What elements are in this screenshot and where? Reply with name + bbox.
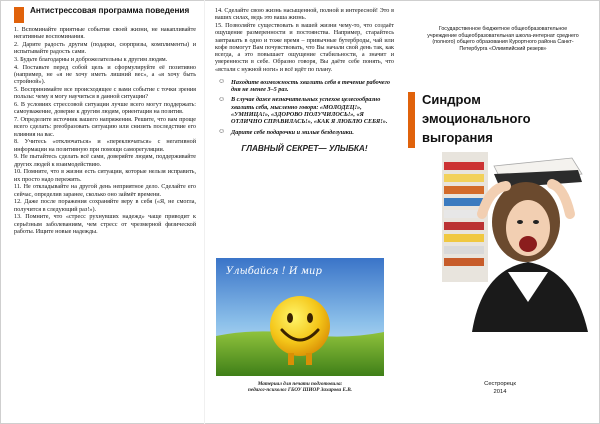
list-item: 6. В условиях стрессовой ситуации лучше всего могут поддержать: самоуважение, доверие к другим людям, ориентация на позитив. — [14, 102, 196, 116]
school-line: Государственное бюджетное общеобразовательное — [438, 26, 568, 32]
list-item: 12. Даже после поражения сохраняйте веру в себя («Я, не смогла, получится в следующий раз!»). — [14, 199, 196, 213]
bullet-text: В случае даже незначительных успехов целесообразно хвалить себя, мысленно говоря: «МОЛОДЕЦ!», «УМНИЦА!», «ЗДОРОВО ПОЛУЧИЛОСЬ!», «Я ОТЛИЧНО СПРАВИЛАСЬ!», «КАК Я ЛЮБЛЮ СЕБЯ!». — [231, 96, 388, 126]
list-item: 3. Будьте благодарны и доброжелательны к другим людям. — [14, 57, 168, 63]
list-item: 4. Поставьте перед собой цель и сформулируйте её позитивно (например, не «я не хочу иметь лишний вес», а «я хочу быть стройной»). — [14, 64, 196, 86]
prepared-by-line2: педагог-психолог ГБОУ ШИОР Захарова Е.В. — [248, 387, 352, 394]
list-item: 13. Помните, что «стресс рухнувших надежд» чаще приводит к серьёзным заболеваниям, чем стресс от чрезмерной физической работы. Ищите новые надежды. — [14, 214, 196, 235]
year: 2014 — [493, 388, 507, 395]
title-line: Синдром — [422, 92, 481, 107]
place-and-year — [400, 381, 600, 396]
bullet-text: Находите возможность хвалить себя в течение рабочего дня не менее 3–5 раз. — [231, 78, 390, 94]
school-line: учреждение общеобразовательная школа-интернат среднего — [427, 32, 579, 39]
smiley-bullet-icon: ☺ — [218, 94, 226, 103]
title-line: эмоционального — [422, 111, 531, 126]
bullet-item — [215, 96, 394, 125]
panel-program — [0, 0, 204, 424]
accent-bar — [408, 92, 415, 148]
list-item: 5. Воспринимайте все происходящее с вами событие с точки зрения пользы: чему я могу научиться в данной ситуации? — [14, 87, 196, 101]
list-item: 7. Определите источник вашего напряжения. Решите, что вам проще всего сделать: preобразовать ситуацию или снизить последствие его влияния на вас. — [14, 117, 196, 138]
list-item: 15. Позволяйте существовать в вашей жизни чему-то, что создаёт ощущение размеренности и постоянства. Например, старайтесь завтракать в одно и тоже время – привычные бутерброды, чай или кофе помогут Вам почувствовать, что Вы начали свой день так, как всегда, а это повышает ощущение стабильности, а значит и уверенности в себе. Образно говоря, Вы даёте себе понять, что «встали с нужной ноги» и всё идёт по плану. — [215, 23, 394, 73]
smiley-bullet-icon: ☺ — [218, 127, 226, 136]
school-line: Петербурга «Олимпийский резерв» — [459, 45, 547, 52]
city-name: Сестрорецк — [484, 381, 516, 387]
photo-caption-text: Улыбайся ! И мир — [226, 266, 322, 277]
smiley-photo — [216, 258, 384, 376]
list-item: 10. Помните, что в жизни есть ситуации, которые нельзя исправить, их просто надо пережить. — [14, 169, 196, 183]
advice-bullets — [215, 79, 394, 136]
list-item: 9. Не пытайтесь сделать всё сами, доверяйте людям, поддерживайте других людей к взаимодействию. — [14, 154, 196, 168]
bullet-item — [215, 79, 394, 94]
school-line: (полного) общего образования Курортного района Санкт- — [432, 39, 574, 45]
bullet-item — [215, 129, 394, 136]
prepared-by — [214, 381, 386, 394]
program-title: Антистрессовая программа поведения — [30, 6, 190, 15]
school-name — [418, 26, 588, 52]
list-item: 11. Не откладывайте на другой день неприятное дело. Сделайте его сейчас, определив заранее, сколько оно займёт времени. — [14, 184, 196, 198]
advice-text — [215, 8, 394, 74]
program-header — [14, 6, 196, 23]
bullet-text: Дарите себе подарочки и милые безделушки. — [231, 128, 354, 136]
slogan: ГЛАВНЫЙ СЕКРЕТ— УЛЫБКА! — [241, 143, 368, 153]
list-item: 8. Учитесь «отключаться» и «переключаться» с негативной информации на позитивную при помощи саморегуляции. — [14, 139, 196, 153]
prepared-by-line1: Материал для печати подготовила: — [257, 381, 343, 387]
stressed-woman-photo — [442, 152, 594, 332]
list-item: 14. Сделайте свою жизнь насыщенной, полной и интересной! Это в ваших силах, ведь это ваша жизнь. — [215, 8, 394, 22]
accent-block — [14, 7, 24, 23]
tips-list — [14, 27, 196, 236]
list-item: 2. Дарите радость другим (подарки, сюрпризы, комплименты) и испытывайте радость сами. — [14, 42, 196, 56]
smiley-bullet-icon: ☺ — [218, 77, 226, 86]
title-line: выгорания — [422, 130, 493, 145]
list-item: 1. Вспоминайте приятные события своей жизни, не накапливайте негативные воспоминания. — [14, 27, 196, 41]
